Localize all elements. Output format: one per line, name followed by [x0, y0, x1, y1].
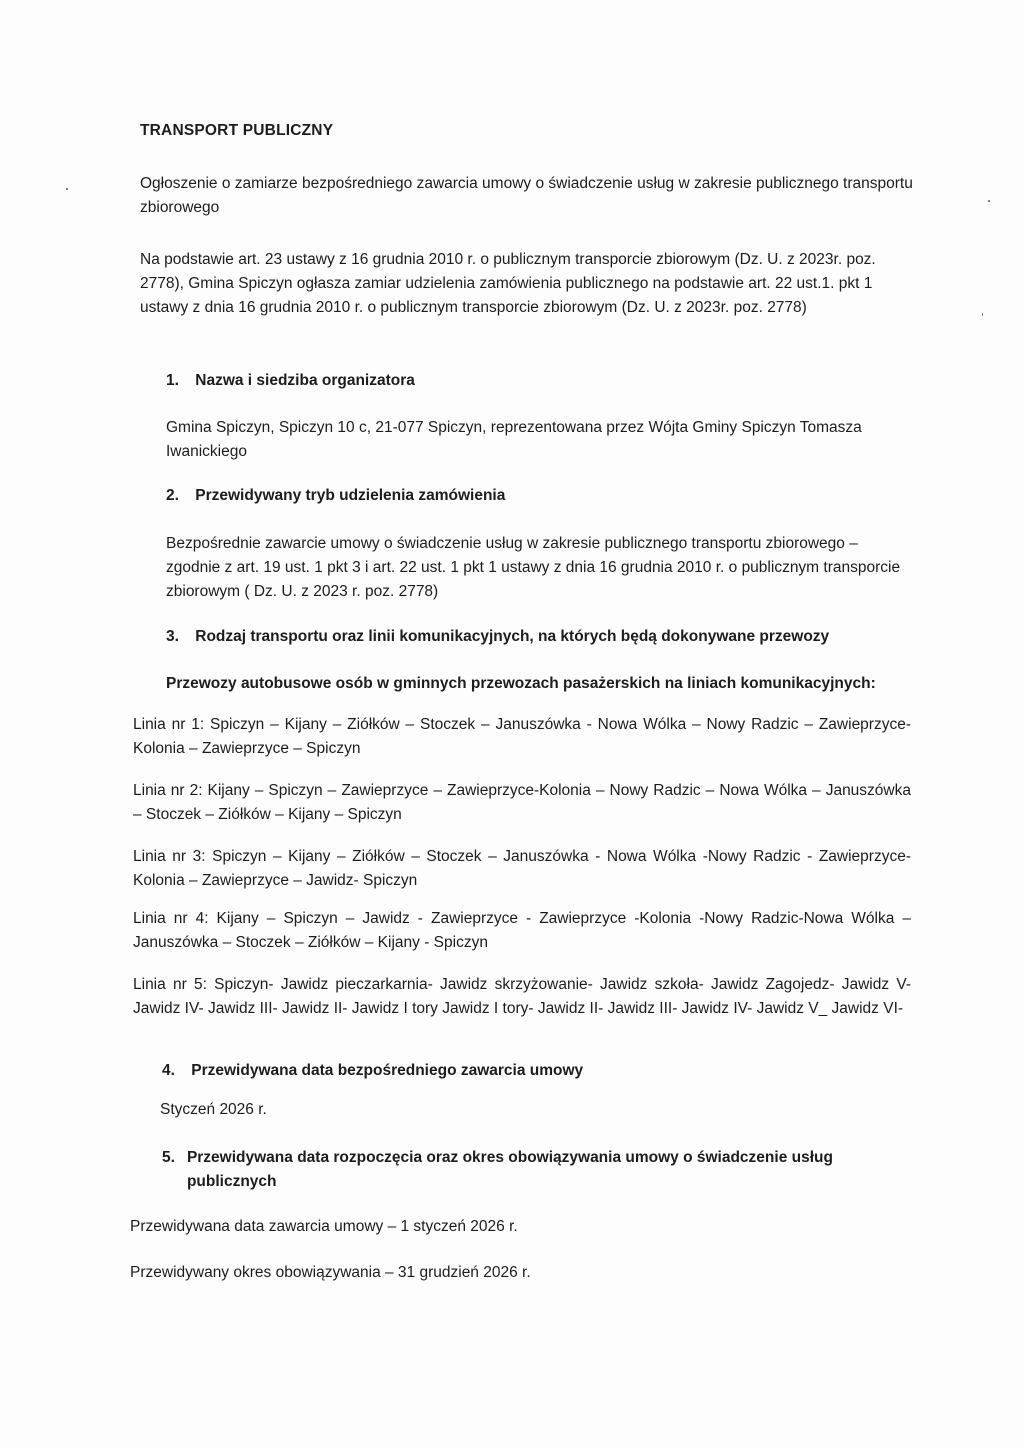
scan-speck	[982, 313, 983, 316]
section-number: 3.	[166, 628, 179, 645]
validity-period-line: Przewidywany okres obowiązywania – 31 grudzień 2026 r.	[130, 1264, 531, 1281]
section-1-heading	[166, 369, 415, 393]
route-line-3: Linia nr 3: Spiczyn – Kijany – Ziółków – Stoczek – Januszówka - Nowa Wólka -Nowy Radzic - Zawieprzyce-Kolonia – Zawieprzyce – Jawidz- Spiczyn	[133, 848, 911, 889]
section-title: Przewidywana data bezpośredniego zawarcia umowy	[191, 1062, 584, 1079]
section-3-subheading: Przewozy autobusowe osób w gminnych przewozach pasażerskich na liniach komunikacyjnych:	[166, 675, 876, 692]
document-title: TRANSPORT PUBLICZNY	[140, 122, 334, 139]
section-2-body: Bezpośrednie zawarcie umowy o świadczenie usług w zakresie publicznego transportu zbiorowego – zgodnie z art. 19 ust. 1 pkt 3 i art. 22 ust. 1 pkt 1 ustawy z dnia 16 grudnia 2010 r. o publicznym transporcie zbiorowym ( Dz. U. z 2023 r. poz. 2778)	[166, 535, 901, 600]
section-title: Przewidywany tryb udzielenia zamówienia	[195, 487, 506, 504]
section-2-heading	[166, 484, 505, 508]
section-title: Rodzaj transportu oraz linii komunikacyjnych, na których będą dokonywane przewozy	[195, 628, 830, 645]
announcement-text: Ogłoszenie o zamiarze bezpośredniego zawarcia umowy o świadczenie usług w zakresie publicznego transportu zbiorowego	[140, 175, 913, 216]
contract-date-line: Przewidywana data zawarcia umowy – 1 styczeń 2026 r.	[130, 1218, 518, 1235]
section-number: 2.	[166, 487, 179, 504]
section-number: 5.	[162, 1149, 175, 1166]
route-line-5: Linia nr 5: Spiczyn- Jawidz pieczarkarnia- Jawidz skrzyżowanie- Jawidz szkoła- Jawidz Zagojedz- Jawidz V- Jawidz IV- Jawidz III- Jawidz II- Jawidz I tory Jawidz I tory- Jawidz II- Jawidz III- Jawidz IV- Jawidz V_ Jawidz VI-	[133, 976, 911, 1017]
section-number: 1.	[166, 372, 179, 389]
section-4-heading	[162, 1059, 583, 1083]
section-5-heading	[162, 1146, 902, 1194]
section-4-body: Styczeń 2026 r.	[160, 1101, 267, 1118]
scan-speck	[988, 200, 990, 202]
route-line-4: Linia nr 4: Kijany – Spiczyn – Jawidz - Zawieprzyce - Zawieprzyce -Kolonia -Nowy Radzic-Nowa Wólka – Januszówka – Stoczek – Ziółków – Kijany - Spiczyn	[133, 910, 911, 951]
section-number: 4.	[162, 1062, 175, 1079]
intro-paragraph: Na podstawie art. 23 ustawy z 16 grudnia 2010 r. o publicznym transporcie zbiorowym (Dz. U. z 2023r. poz. 2778), Gmina Spiczyn ogłasza zamiar udzielenia zamówienia publicznego na podstawie art. 22 ust.1. pkt 1 ustawy z dnia 16 grudnia 2010 r. o publicznym transporcie zbiorowym (Dz. U. z 2023r. poz. 2778)	[140, 251, 876, 316]
section-1-body: Gmina Spiczyn, Spiczyn 10 c, 21-077 Spiczyn, reprezentowana przez Wójta Gminy Spiczyn Tomasza Iwanickiego	[166, 419, 862, 460]
scan-speck	[66, 188, 68, 190]
section-title: Przewidywana data rozpoczęcia oraz okres obowiązywania umowy o świadczenie usług publicznych	[186, 1149, 833, 1190]
section-title: Nazwa i siedziba organizatora	[195, 372, 415, 389]
route-line-2: Linia nr 2: Kijany – Spiczyn – Zawieprzyce – Zawieprzyce-Kolonia – Nowy Radzic – Nowa Wólka – Januszówka – Stoczek – Ziółków – Kijany – Spiczyn	[133, 782, 911, 823]
section-3-heading	[166, 625, 926, 649]
route-line-1: Linia nr 1: Spiczyn – Kijany – Ziółków – Stoczek – Januszówka - Nowa Wólka – Nowy Radzic – Zawieprzyce-Kolonia – Zawieprzyce – Spiczyn	[133, 716, 911, 757]
